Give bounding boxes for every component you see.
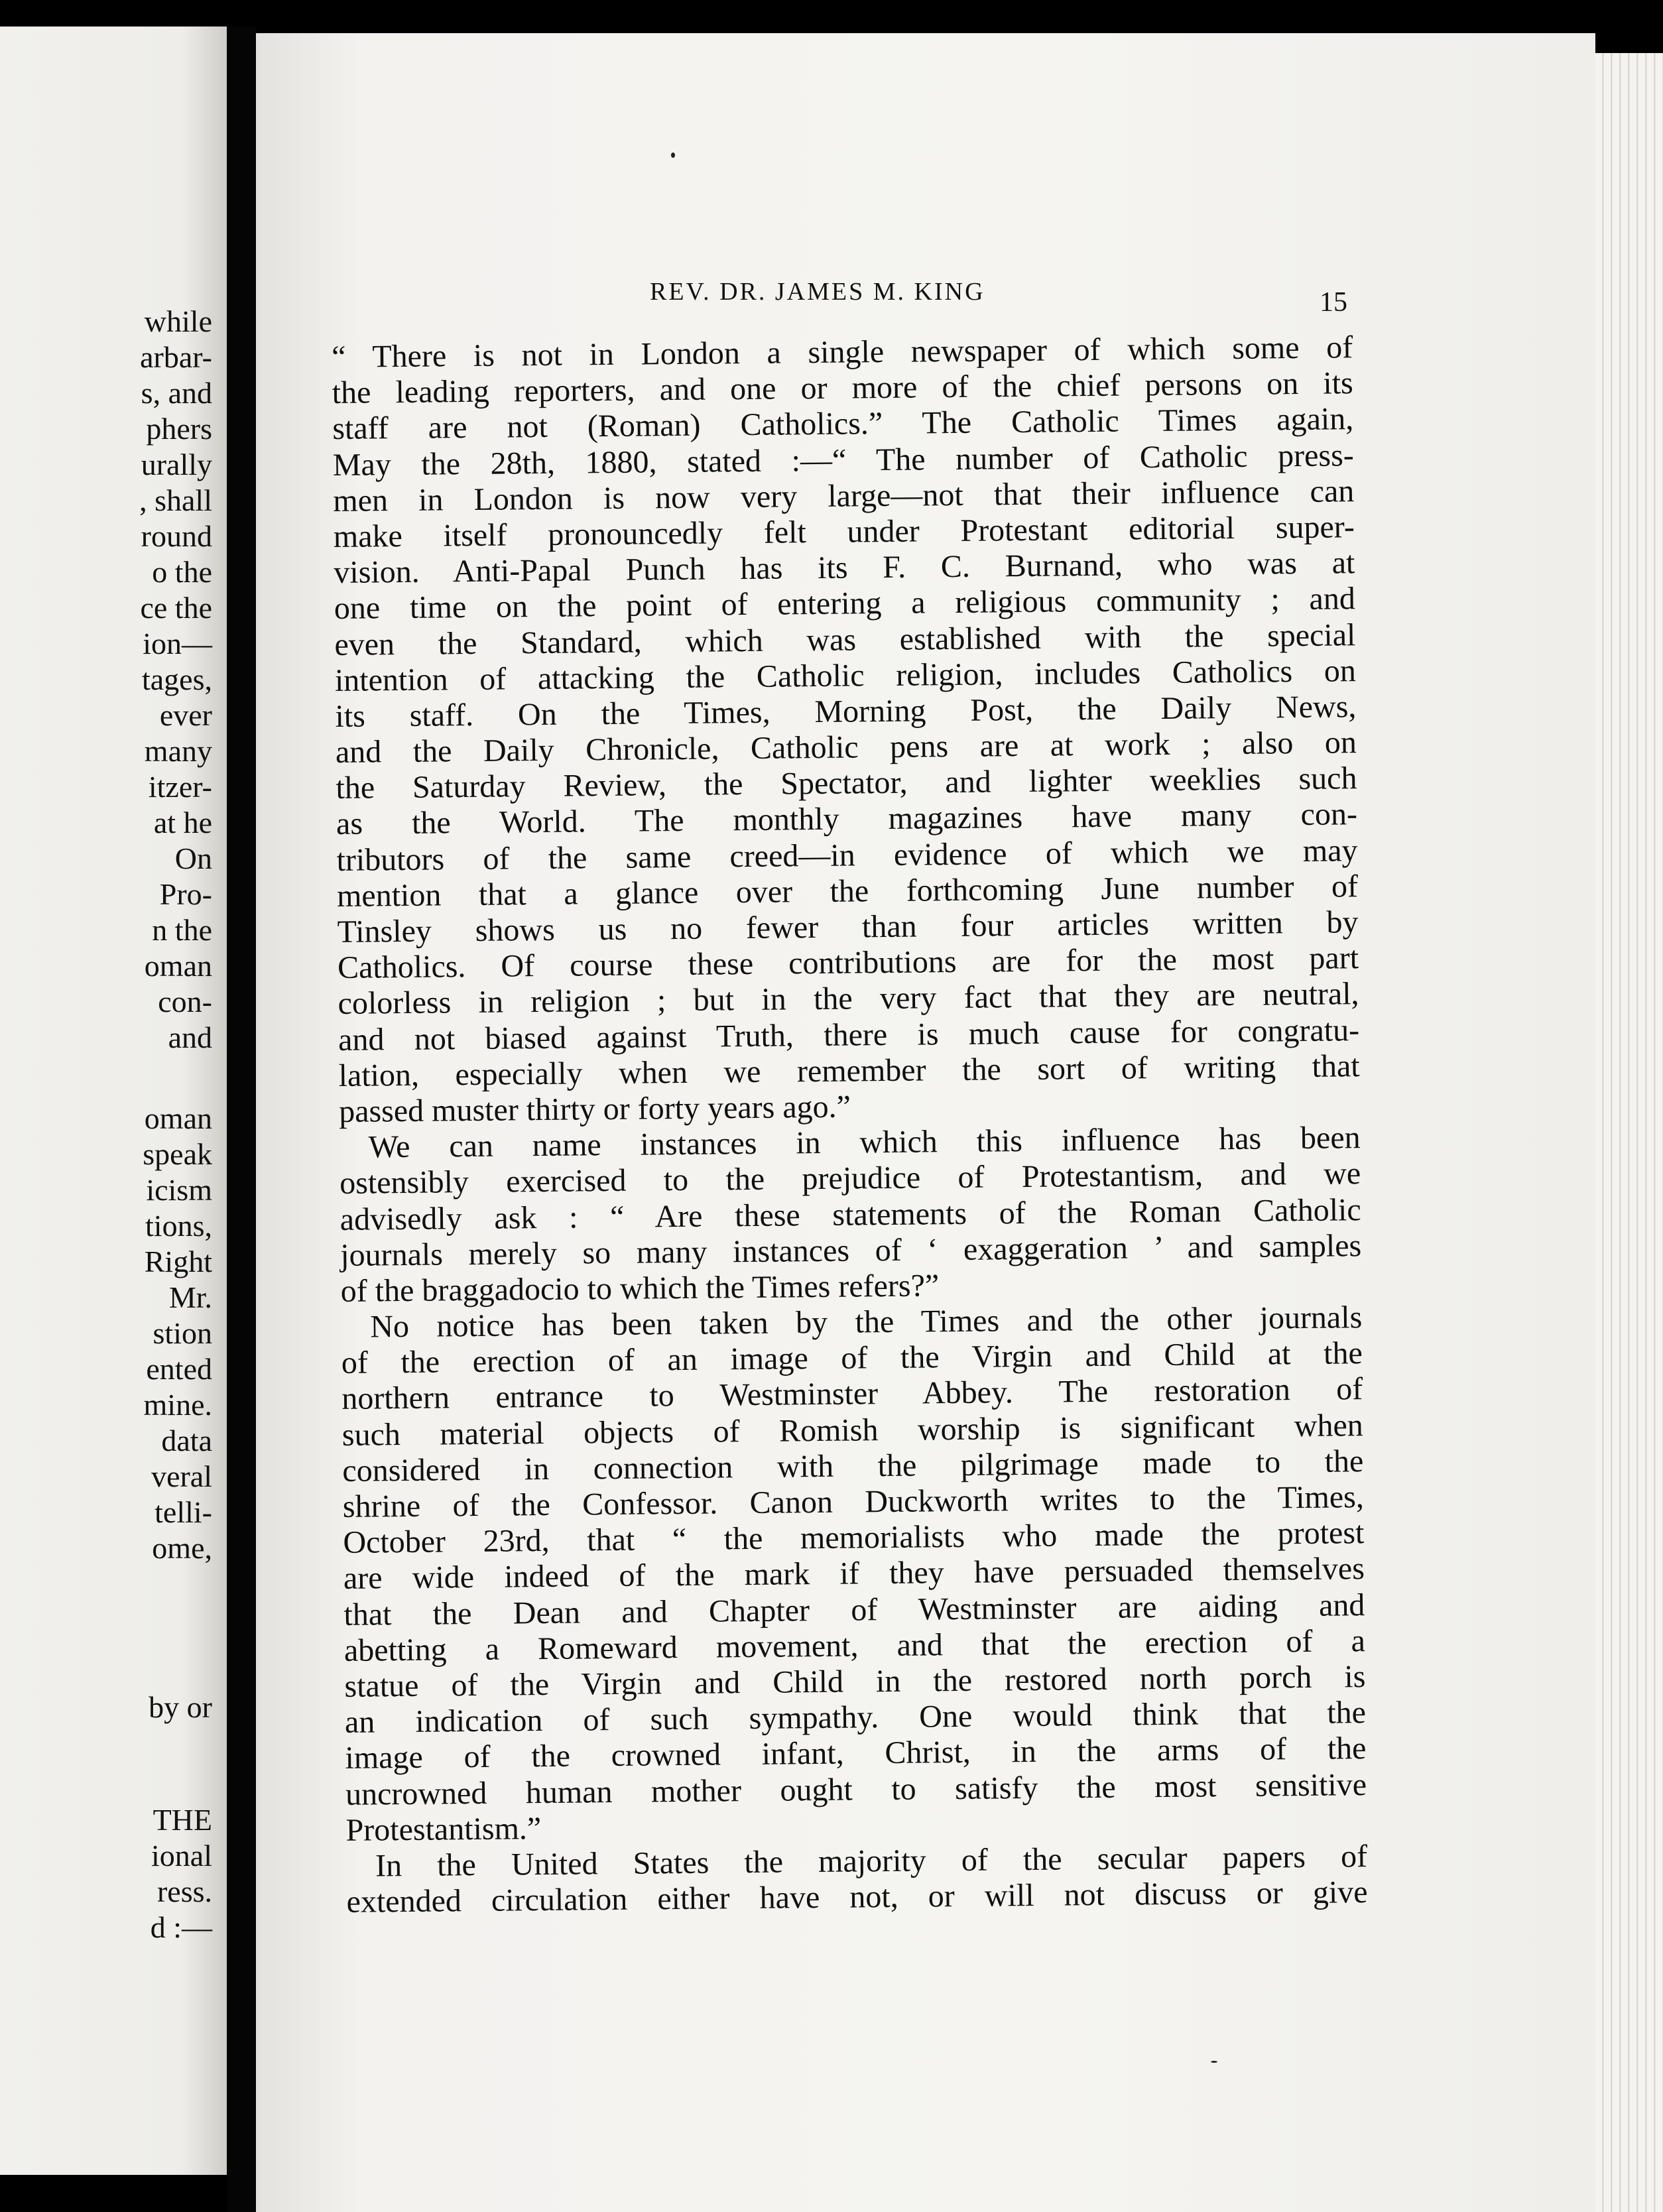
ink-speck <box>671 153 675 158</box>
text-line: ostensibly exercised to the prejudice of Protestantism, and we <box>339 1156 1361 1201</box>
text-line: that the Dean and Chapter of Westminster are aiding and <box>343 1587 1365 1632</box>
facing-page-fragment: Mr. <box>168 1280 212 1314</box>
text-line: one time on the point of entering a religious community ; and <box>334 581 1356 627</box>
facing-page-fragment: o the <box>152 555 212 589</box>
facing-page-fragment: mine. <box>143 1388 212 1422</box>
text-line: make itself pronouncedly felt under Protestant editorial super- <box>333 509 1355 554</box>
text-line: colorless in religion ; but in the very fact that they are neutral, <box>338 976 1359 1022</box>
text-line: shrine of the Confessor. Canon Duckworth writes to the Times, <box>342 1479 1365 1524</box>
facing-page-fragment: veral <box>151 1459 212 1493</box>
text-line: and not biased against Truth, there is much cause for congratu- <box>338 1012 1360 1058</box>
facing-page-fragment: urally <box>141 448 212 481</box>
facing-page-fragment: ome, <box>152 1531 212 1565</box>
text-line: even the Standard, which was established with the special <box>334 617 1356 662</box>
text-line: lation, especially when we remember the sort of writing that <box>338 1048 1360 1093</box>
text-line: as the World. The monthly magazines have many con- <box>336 796 1358 842</box>
facing-page-fragment: telli- <box>154 1495 212 1529</box>
facing-page-fragment: con- <box>158 985 212 1018</box>
facing-page-fragment: oman <box>144 1101 212 1135</box>
facing-page-fragment: by or <box>149 1690 212 1724</box>
ink-speck <box>1211 2061 1217 2063</box>
text-line: No notice has been taken by the Times and the other journals <box>370 1300 1363 1345</box>
text-line: passed muster thirty or forty years ago.” <box>338 1089 851 1129</box>
text-line: October 23rd, that “ the memorialists who made the protest <box>343 1515 1365 1561</box>
text-line: In the United States the majority of the secular papers of <box>375 1838 1368 1884</box>
facing-page-fragment: n the <box>152 913 212 947</box>
text-line: “ There is not in London a single newspaper of which some of <box>332 330 1353 375</box>
text-line: journals merely so many instances of ‘ exaggeration ’ and samples <box>340 1227 1362 1273</box>
text-line: May the 28th, 1880, stated :—“ The number of Catholic press- <box>332 437 1354 483</box>
text-line: considered in connection with the pilgrimage made to the <box>342 1443 1364 1489</box>
text-line: extended circulation either have not, or will not discuss or give <box>346 1874 1368 1920</box>
facing-page-fragment: ional <box>151 1839 212 1873</box>
running-head: REV. DR. JAMES M. KING <box>650 278 985 306</box>
text-line: are wide indeed of the mark if they have persuaded themselves <box>343 1551 1365 1597</box>
text-line: the leading reporters, and one or more of the chief persons on its <box>332 365 1353 411</box>
facing-page-fragment: arbar- <box>140 340 212 374</box>
facing-page-fragment: ented <box>146 1352 212 1386</box>
text-line: intention of attacking the Catholic religion, includes Catholics on <box>334 652 1357 698</box>
text-line: vision. Anti-Papal Punch has its F. C. Burnand, who was at <box>334 545 1355 591</box>
text-line: an indication of such sympathy. One would think that the <box>344 1695 1367 1741</box>
text-line: of the braggadocio to which the Times refers?” <box>340 1268 940 1309</box>
facing-page-fragment: and <box>168 1020 212 1054</box>
facing-page-fragment: ce the <box>140 591 212 625</box>
facing-page-fragment: ever <box>159 698 212 732</box>
facing-page-fragment: s, and <box>141 376 212 410</box>
facing-page-fragment: Pro- <box>159 877 212 911</box>
page-stack-edges <box>1595 53 1663 2212</box>
text-line: uncrowned human mother ought to satisfy the most sensitive <box>345 1766 1367 1812</box>
facing-page-fragment: speak <box>143 1137 212 1171</box>
text-line: such material objects of Romish worship is significant when <box>341 1407 1364 1453</box>
text-line: its staff. On the Times, Morning Post, the Daily News, <box>335 689 1357 734</box>
text-line: image of the crowned infant, Christ, in the arms of the <box>345 1731 1367 1776</box>
text-line: abetting a Romeward movement, and that the erection of a <box>343 1623 1366 1668</box>
text-line: northern entrance to Westminster Abbey. The restoration of <box>341 1371 1363 1417</box>
facing-page-fragment: d :— <box>150 1910 212 1944</box>
facing-page-fragment: at he <box>153 806 212 839</box>
facing-page-fragment: many <box>144 734 212 768</box>
facing-page-fragment: while <box>144 304 212 338</box>
facing-page-fragment: oman <box>144 949 212 983</box>
book-gutter <box>227 27 256 2212</box>
facing-page-fragment: ress. <box>156 1874 212 1908</box>
facing-page-fragment: Right <box>144 1245 212 1278</box>
text-line: Protestantism.” <box>345 1810 542 1848</box>
text-line: men in London is now very large—not that their influence can <box>333 473 1355 519</box>
facing-page-fragment: round <box>141 519 212 553</box>
text-line: advisedly ask : “ Are these statements of the Roman Catholic <box>339 1192 1361 1237</box>
facing-page-fragment: stion <box>153 1316 212 1350</box>
text-line: of the erection of an image of the Virgin and Child at the <box>341 1335 1363 1381</box>
facing-page-fragment: icism <box>146 1173 212 1207</box>
text-line: the Saturday Review, the Spectator, and lighter weeklies such <box>336 761 1357 806</box>
text-line: statue of the Virgin and Child in the restored north porch is <box>344 1659 1366 1704</box>
facing-page-fragment: tages, <box>141 662 212 696</box>
text-line: mention that a glance over the forthcoming June number of <box>336 868 1359 914</box>
page-number: 15 <box>1320 287 1347 318</box>
facing-page-fragment: , shall <box>139 483 212 517</box>
facing-page-fragment: tions, <box>145 1209 212 1243</box>
text-line: and the Daily Chronicle, Catholic pens are at work ; also on <box>335 725 1357 770</box>
text-line: staff are not (Roman) Catholics.” The Catholic Times again, <box>332 401 1354 447</box>
facing-page-fragment: THE <box>153 1803 212 1837</box>
text-line: Catholics. Of course these contributions are for the most part <box>337 940 1359 986</box>
facing-page-fragment: ion— <box>143 627 212 660</box>
facing-page-fragment: data <box>161 1424 212 1457</box>
text-line: tributors of the same creed—in evidence of which we may <box>336 832 1358 878</box>
facing-page-fragment: phers <box>146 412 212 446</box>
facing-page-edge <box>0 27 227 2175</box>
body-text <box>332 330 1368 1920</box>
text-line: Tinsley shows us no fewer than four articles written by <box>337 904 1359 950</box>
text-line: We can name instances in which this influence has been <box>368 1120 1361 1165</box>
facing-page-fragment: On <box>174 841 212 875</box>
facing-page-fragment: itzer- <box>148 770 212 804</box>
